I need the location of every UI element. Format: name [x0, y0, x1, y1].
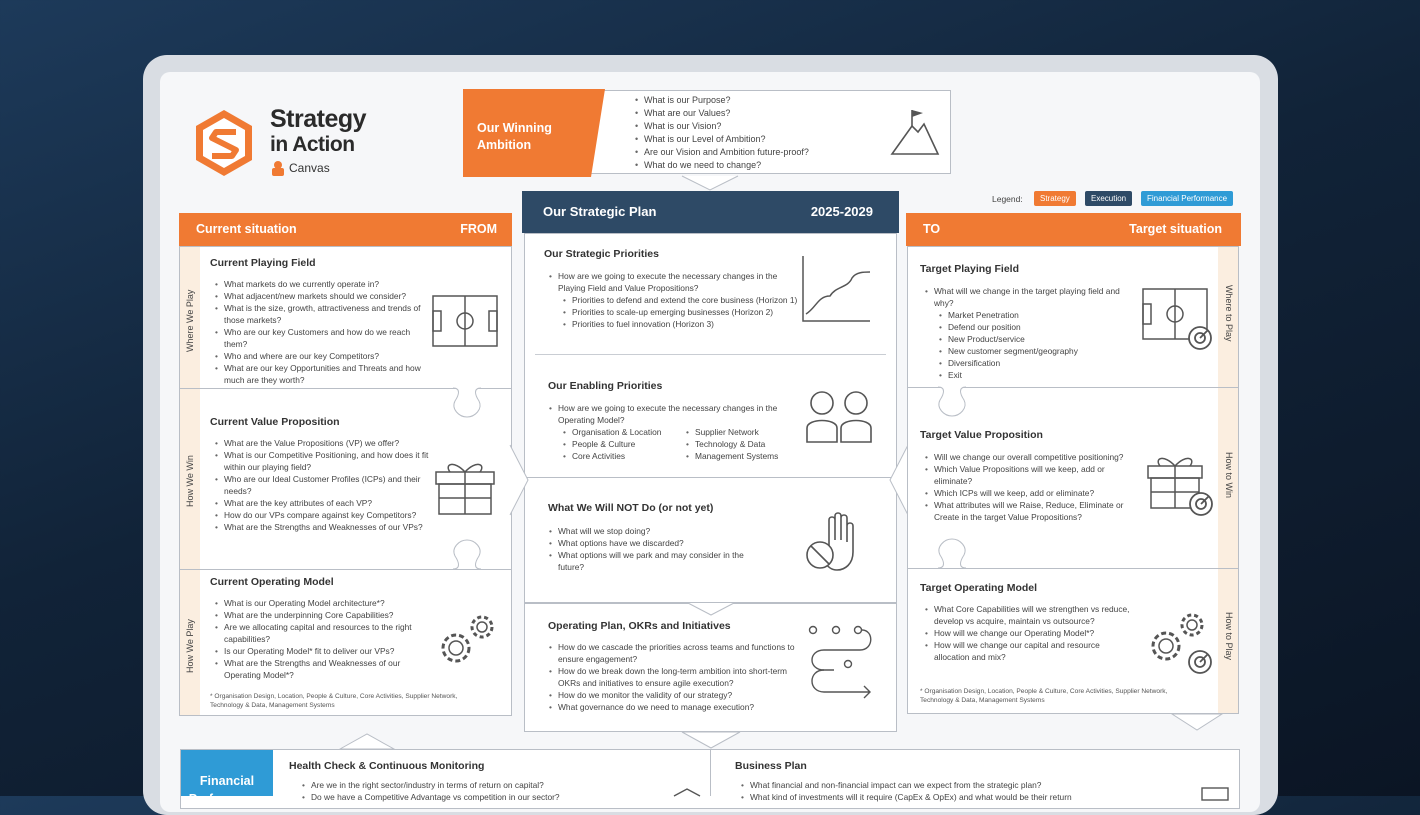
canvas-mini-logo-icon	[270, 160, 286, 176]
roadmap-path-icon	[808, 624, 874, 700]
list-item: • How do we break down the long-term ambition into short-term OKRs and initiatives to ensure agile execution?	[546, 665, 798, 689]
health-check-title: Health Check & Continuous Monitoring	[289, 760, 485, 772]
target-down-arrow-icon	[1172, 714, 1222, 732]
list-subitem: • New Product/service	[922, 333, 1132, 345]
list-item: • What will we stop doing?	[546, 525, 756, 537]
current-playing-field-list	[212, 278, 430, 386]
target-value-proposition-title: Target Value Proposition	[920, 429, 1043, 441]
left-arrow-into-plan-icon	[508, 445, 534, 515]
ambition-item: • What is our Level of Ambition?	[632, 133, 809, 146]
list-subitem: • Supplier Network	[669, 426, 799, 438]
plan-bottom-down-arrow-icon	[682, 732, 740, 750]
gears-target-icon	[1144, 612, 1216, 676]
ambition-item: • What is our Purpose?	[632, 94, 809, 107]
current-operating-model-list	[212, 597, 434, 681]
brand-subtitle: Canvas	[289, 161, 330, 175]
where-we-play-label: Where We Play	[185, 289, 195, 352]
target-header-to: TO	[923, 222, 941, 236]
business-plan-list	[738, 779, 1178, 802]
plan-divider-2	[524, 477, 897, 478]
how-to-play-label: How to Play	[1224, 612, 1234, 661]
enabling-priorities-title: Our Enabling Priorities	[548, 380, 663, 392]
where-to-play-label: Where to Play	[1224, 285, 1234, 342]
strategic-priorities-list	[546, 270, 798, 330]
target-header-title: Target situation	[1129, 222, 1222, 236]
health-check-list	[299, 779, 699, 802]
target-operating-model-title: Target Operating Model	[920, 582, 1038, 594]
list-item: • What are the Value Propositions (VP) we offer?	[212, 437, 432, 449]
list-item: • How are we going to execute the necessary changes in the Operating Model?	[546, 402, 798, 426]
list-subitem: • People & Culture	[546, 438, 676, 450]
operating-plan-title: Operating Plan, OKRs and Initiatives	[548, 620, 731, 632]
health-check-icon	[672, 788, 702, 796]
target-situation-header	[906, 213, 1241, 246]
legend-label: Legend:	[992, 194, 1023, 204]
list-item: • What are the Strengths and Weaknesses of our VPs?	[212, 521, 432, 533]
list-item: • What are the Strengths and Weaknesses of our Operating Model*?	[212, 657, 434, 681]
list-item: • Are we in the right sector/industry in terms of return on capital?	[299, 779, 699, 791]
list-subitem: • Technology & Data	[669, 438, 799, 450]
business-plan-icon	[1200, 786, 1230, 796]
legend-financial-badge: Financial Performance	[1141, 191, 1233, 206]
strategy-in-action-logo-icon	[192, 108, 256, 178]
puzzle-notch-icon	[451, 385, 485, 419]
strategic-plan-title: Our Strategic Plan	[543, 204, 657, 219]
list-item: • What markets do we currently operate in?	[212, 278, 430, 290]
plan-divider-1	[535, 354, 886, 355]
list-subitem: • Priorities to fuel innovation (Horizon 3)	[546, 318, 798, 330]
current-value-proposition-list	[212, 437, 432, 533]
gears-icon	[434, 612, 498, 670]
operating-plan-list	[546, 641, 798, 713]
ambition-item: • What are our Values?	[632, 107, 809, 120]
list-item: • How do we cascade the priorities across teams and functions to ensure engagement?	[546, 641, 798, 665]
mountain-flag-icon	[890, 108, 940, 158]
current-situation-header	[179, 213, 512, 246]
ambition-item: • What do we need to change?	[632, 159, 809, 172]
financial-performance-label: Financial Performance	[188, 774, 266, 806]
list-item: • What is the size, growth, attractiveness and trends of those markets?	[212, 302, 430, 326]
enabling-col1-list	[546, 426, 676, 462]
target-value-proposition-list	[922, 451, 1134, 523]
target-operating-model-list	[922, 603, 1132, 663]
puzzle-notch-icon	[936, 384, 970, 418]
ambition-list	[632, 94, 809, 172]
how-to-win-label: How to Win	[1224, 452, 1234, 499]
financial-performance-tab	[181, 750, 273, 806]
brand-title	[270, 107, 366, 157]
current-footnote: * Organisation Design, Location, People & Culture, Core Activities, Supplier Network, Technology & Data, Management Systems	[210, 693, 458, 709]
people-icon	[805, 390, 873, 444]
how-we-win-label: How We Win	[185, 455, 195, 507]
current-header-from: FROM	[460, 222, 497, 236]
current-operating-model-title: Current Operating Model	[210, 576, 334, 588]
target-playing-field-title: Target Playing Field	[920, 263, 1019, 275]
list-item: • What adjacent/new markets should we consider?	[212, 290, 430, 302]
ambition-title: Our Winning Ambition	[477, 121, 552, 152]
list-item: • What are our key Opportunities and Threats and how much are they worth?	[212, 362, 430, 386]
ambition-down-arrow-icon	[682, 174, 742, 192]
target-playing-field-list	[922, 285, 1132, 381]
list-item: • What kind of investments will it require (CapEx & OpEx) and what would be their return	[738, 791, 1178, 803]
stop-hand-icon	[805, 512, 863, 572]
list-item: • What Core Capabilities will we strengthen vs reduce, develop vs acquire, maintain vs outsource?	[922, 603, 1132, 627]
plan-down-arrow-icon	[688, 601, 734, 617]
current-header-title: Current situation	[196, 222, 297, 236]
list-subitem: • Organisation & Location	[546, 426, 676, 438]
playing-field-target-icon	[1142, 288, 1214, 350]
list-subitem: • Priorities to defend and extend the core business (Horizon 1)	[546, 294, 798, 306]
list-subitem: • Exit	[922, 369, 1132, 381]
growth-curve-icon	[802, 256, 870, 322]
list-item: • Who and where are our key Competitors?	[212, 350, 430, 362]
list-item: • What options will we park and may consider in the future?	[546, 549, 756, 573]
list-item: • How do our VPs compare against key Competitors?	[212, 509, 432, 521]
list-item: • What is our Competitive Positioning, and how does it fit within our playing field?	[212, 449, 432, 473]
enabling-priorities-list	[546, 402, 798, 426]
not-do-list	[546, 525, 756, 573]
ambition-item: • What is our Vision?	[632, 120, 809, 133]
gift-box-icon	[434, 458, 496, 516]
brand-title-line2: in Action	[270, 133, 355, 156]
list-subitem: • Market Penetration	[922, 309, 1132, 321]
list-item: • Are we allocating capital and resources to the right capabilities?	[212, 621, 434, 645]
list-item: • What attributes will we Raise, Reduce, Eliminate or Create in the target Value Propositions?	[922, 499, 1134, 523]
ambition-item: • Are our Vision and Ambition future-proof?	[632, 146, 809, 159]
list-subitem: • New customer segment/geography	[922, 345, 1132, 357]
list-item: • Which ICPs will we keep, add or eliminate?	[922, 487, 1134, 499]
list-item: • Who are our key Customers and how do we reach them?	[212, 326, 430, 350]
list-item: • How will we change our capital and resource allocation and mix?	[922, 639, 1132, 663]
list-item: • What are the key attributes of each VP?	[212, 497, 432, 509]
gift-box-target-icon	[1146, 452, 1216, 518]
list-subitem: • Diversification	[922, 357, 1132, 369]
list-item: • Who are our Ideal Customer Profiles (ICPs) and their needs?	[212, 473, 432, 497]
playing-field-icon	[432, 295, 498, 347]
strategic-priorities-title: Our Strategic Priorities	[544, 248, 659, 260]
legend-strategy-badge: Strategy	[1034, 191, 1076, 206]
current-playing-field-title: Current Playing Field	[210, 257, 316, 269]
puzzle-notch-icon	[936, 537, 970, 571]
list-item: • What financial and non-financial impact can we expect from the strategic plan?	[738, 779, 1178, 791]
brand-title-line1: Strategy	[270, 105, 367, 133]
list-subitem: • Management Systems	[669, 450, 799, 462]
list-item: • What will we change in the target playing field and why?	[922, 285, 1132, 309]
target-footnote: * Organisation Design, Location, People & Culture, Core Activities, Supplier Network, Technology & Data, Management Systems	[920, 688, 1168, 704]
list-subitem: • Core Activities	[546, 450, 676, 462]
list-item: • What are the underpinning Core Capabilities?	[212, 609, 434, 621]
puzzle-notch-icon	[451, 538, 485, 572]
how-we-play-label: How We Play	[185, 619, 195, 673]
not-do-title: What We Will NOT Do (or not yet)	[548, 502, 714, 514]
strategic-plan-years: 2025-2029	[810, 204, 873, 219]
current-value-proposition-title: Current Value Proposition	[210, 416, 340, 428]
list-item: • How will we change our Operating Model*?	[922, 627, 1132, 639]
list-subitem: • Defend our position	[922, 321, 1132, 333]
list-item: • What is our Operating Model architecture*?	[212, 597, 434, 609]
enabling-col2-list	[669, 426, 799, 462]
financial-divider	[710, 750, 711, 796]
legend-execution-badge: Execution	[1085, 191, 1132, 206]
list-item: • Will we change our overall competitive positioning?	[922, 451, 1134, 463]
list-item: • How are we going to execute the necessary changes in the Playing Field and Value Propositions?	[546, 270, 798, 294]
list-item: • What options have we discarded?	[546, 537, 756, 549]
list-item: • Which Value Propositions will we keep, add or eliminate?	[922, 463, 1134, 487]
strategic-plan-header	[522, 191, 899, 233]
list-subitem: • Priorities to scale-up emerging businesses (Horizon 2)	[546, 306, 798, 318]
list-item: • Do we have a Competitive Advantage vs competition in our sector?	[299, 791, 699, 803]
business-plan-title: Business Plan	[735, 760, 807, 772]
list-item: • How do we monitor the validity of our strategy?	[546, 689, 798, 701]
list-item: • Is our Operating Model* fit to deliver our VPs?	[212, 645, 434, 657]
list-item: • What governance do we need to manage execution?	[546, 701, 798, 713]
